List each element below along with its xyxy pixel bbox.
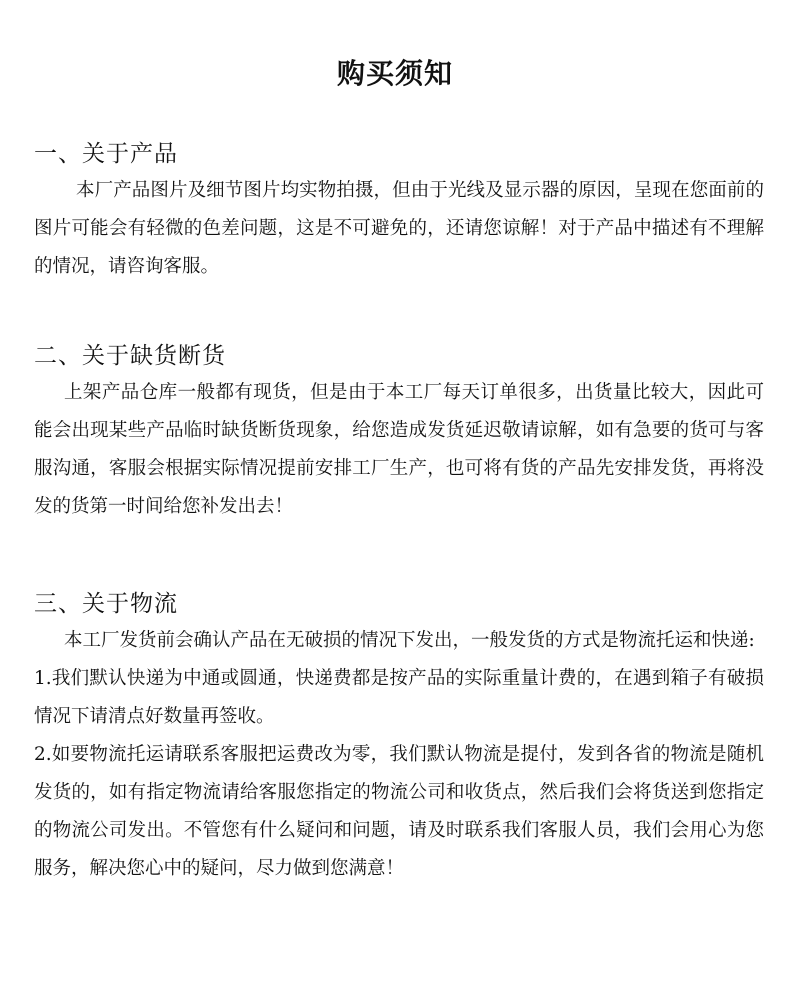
page-title: 购买须知 bbox=[336, 57, 453, 90]
section-about-products bbox=[34, 138, 764, 286]
section-paragraph: 上架产品仓库一般都有现货，但是由于本工厂每天订单很多，出货量比较大，因此可能会出现某些产品临时缺货断货现象，给您造成发货延迟敬请谅解，如有急要的货可与客服沟通，客服会根据实际情况提前安排工厂生产，也可将有货的产品先安排发货，再将没发的货第一时间给您补发出去！ bbox=[34, 382, 764, 517]
section-about-stockout bbox=[34, 340, 764, 526]
list-item: 2.如要物流托运请联系客服把运费改为零，我们默认物流是提付，发到各省的物流是随机发货的，如有指定物流请给客服您指定的物流公司和收货点，然后我们会将货送到您指定的物流公司发出。不管您有什么疑问和问题，请及时联系我们客服人员，我们会用心为您服务，解决您心中的疑问，尽力做到您满意！ bbox=[34, 744, 764, 879]
section-heading: 二、关于缺货断货 bbox=[34, 343, 226, 369]
section-paragraph: 本厂产品图片及细节图片均实物拍摄，但由于光线及显示器的原因，呈现在您面前的图片可能会有轻微的色差问题，这是不可避免的，还请您谅解！对于产品中描述有不理解的情况，请咨询客服。 bbox=[34, 180, 764, 277]
section-heading: 三、关于物流 bbox=[34, 591, 178, 617]
list-item: 1.我们默认快递为中通或圆通，快递费都是按产品的实际重量计费的，在遇到箱子有破损情况下请清点好数量再签收。 bbox=[34, 668, 764, 727]
section-heading: 一、关于产品 bbox=[34, 141, 178, 167]
section-paragraph: 本工厂发货前会确认产品在无破损的情况下发出，一般发货的方式是物流托运和快递: bbox=[64, 630, 755, 651]
section-about-logistics bbox=[34, 588, 764, 888]
